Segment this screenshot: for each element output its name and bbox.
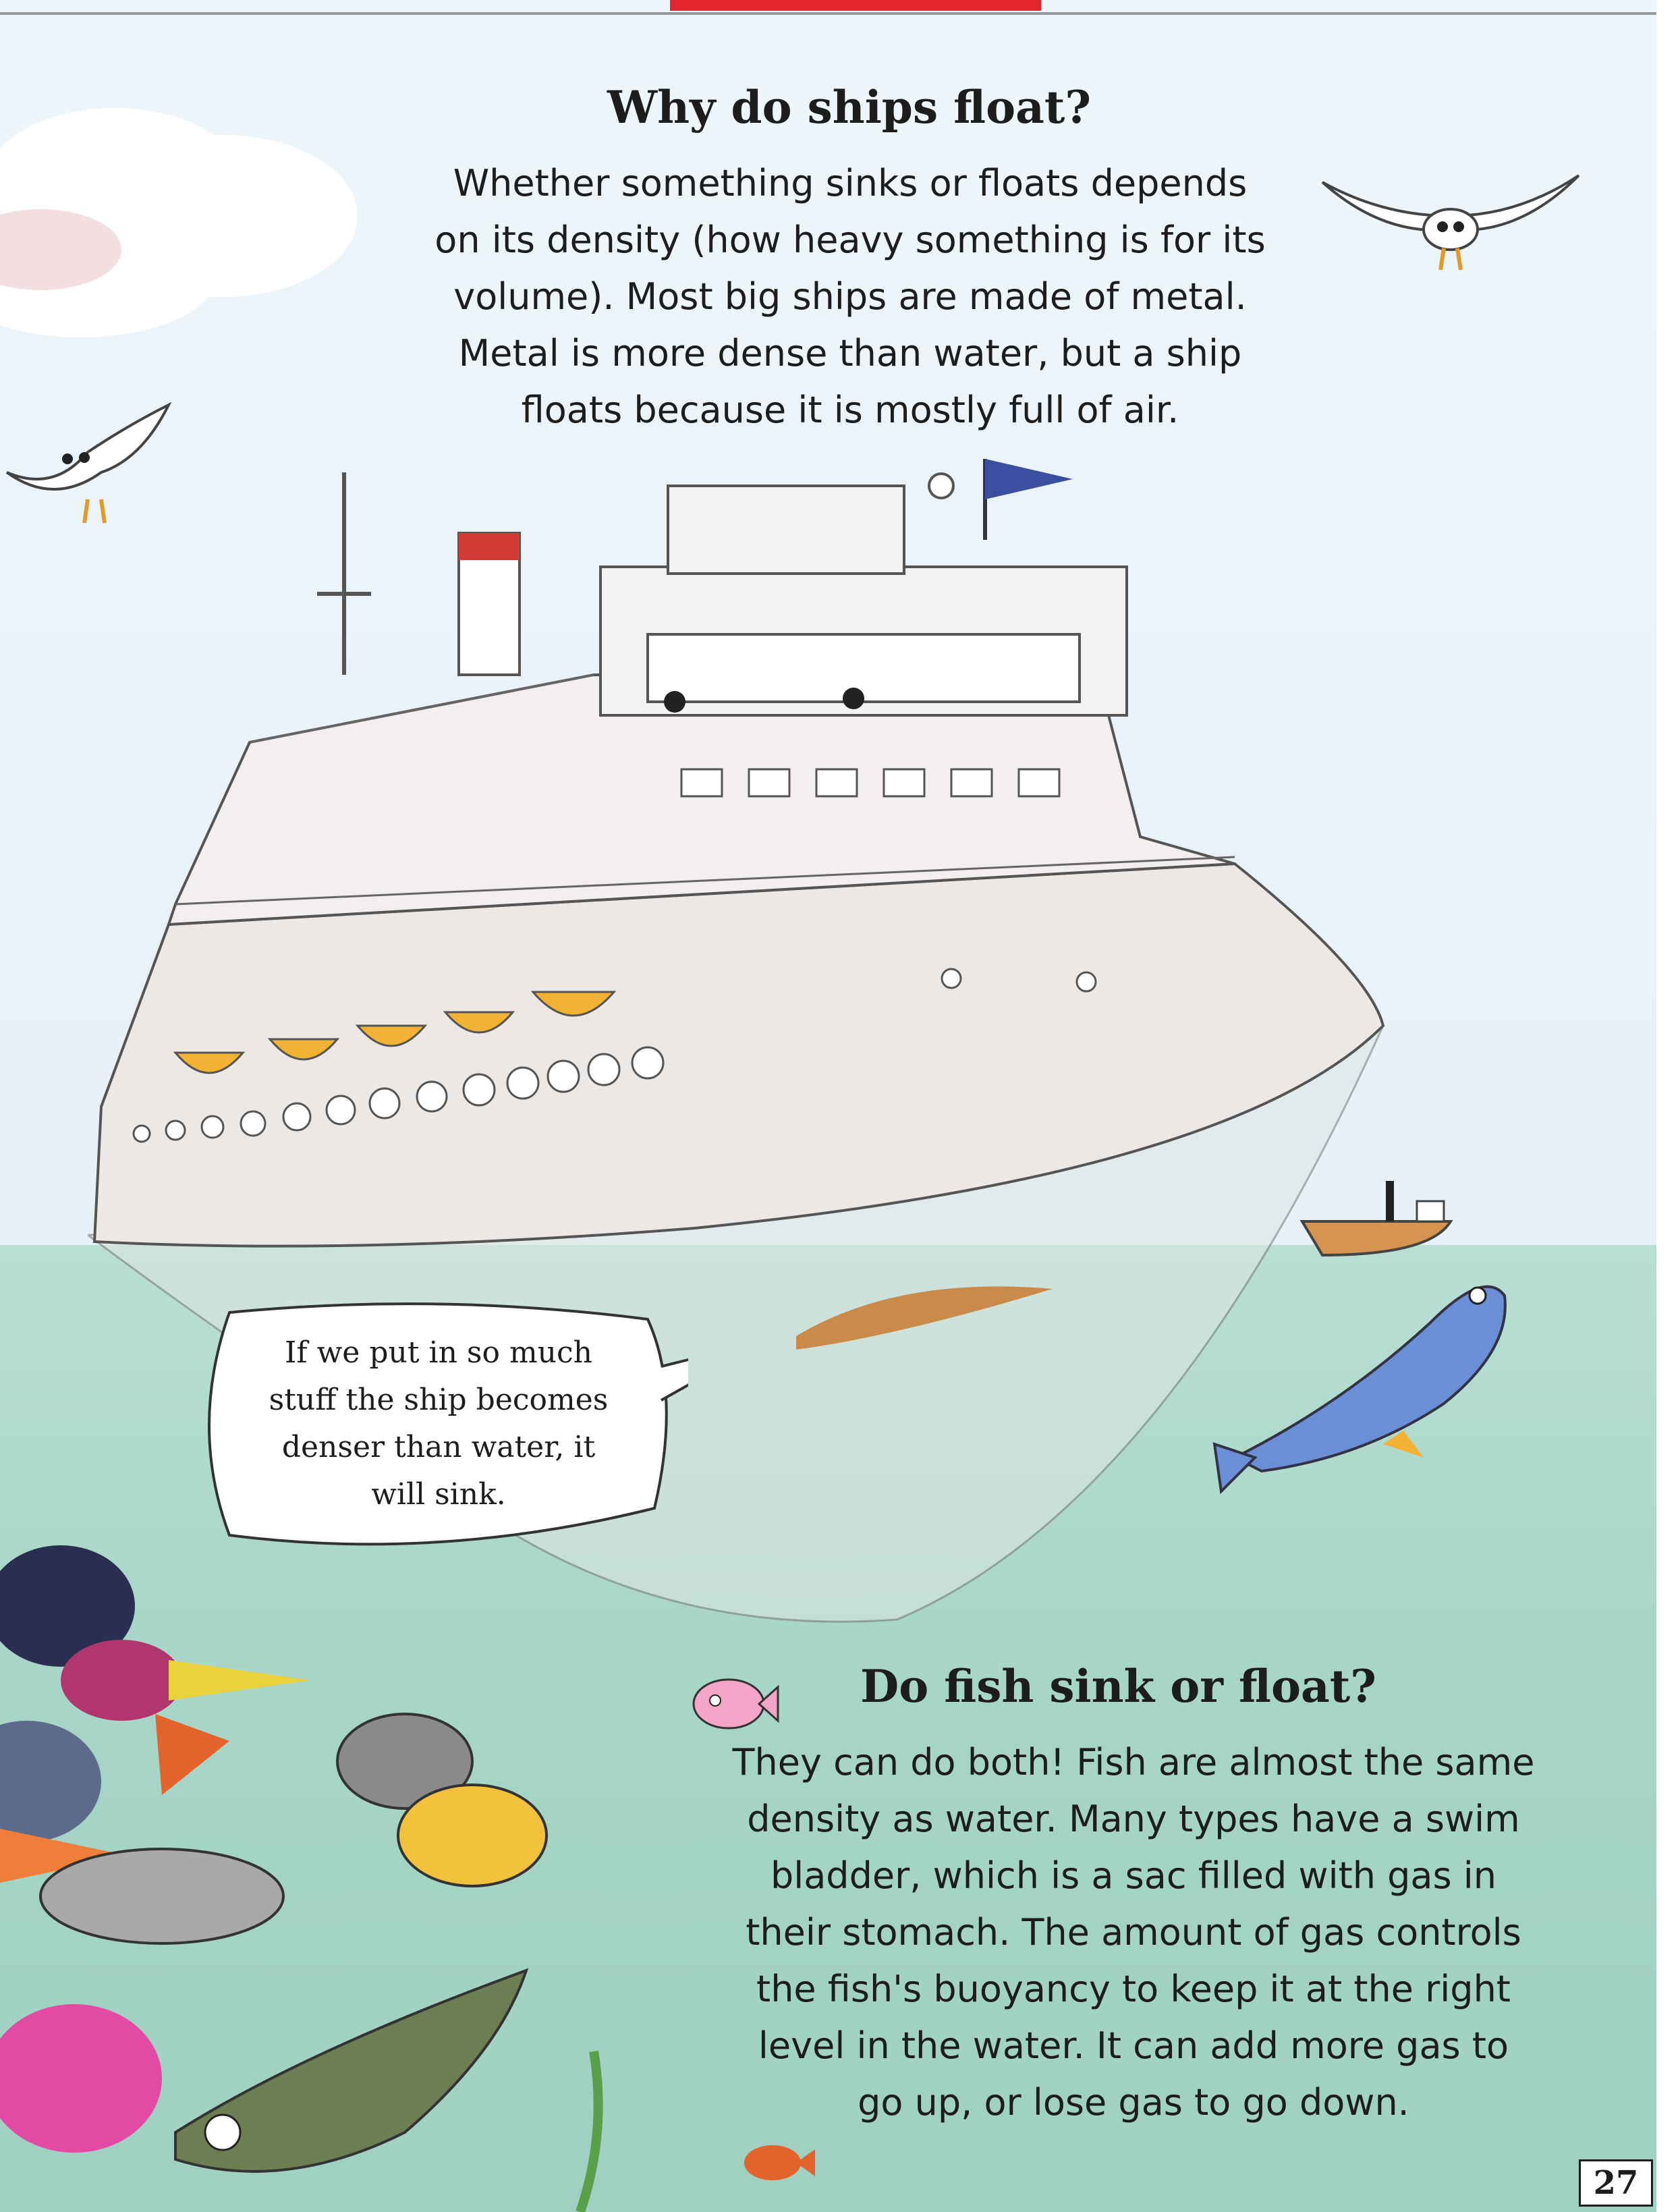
- blue-fish-illustration: [1208, 1255, 1518, 1498]
- top-rule: [0, 12, 1656, 15]
- ships-paragraph: Whether something sinks or floats depends on its density (how heavy something is for its volume). Most big ships are made of metal. Metal is more dense than water, but a ship floats because it is mostly full of air.: [435, 162, 1266, 431]
- speech-bubble-text: If we put in so much stuff the ship becomes denser than water, it will sink.: [269, 1335, 609, 1512]
- fish-school-illustration: [0, 1539, 607, 2212]
- rowboat-illustration: [1295, 1167, 1457, 1262]
- seagull-illustration: [1316, 162, 1586, 283]
- page-number: 27: [1579, 2159, 1653, 2207]
- page-edge: [1656, 0, 1680, 2212]
- orange-fish-icon: [742, 2139, 816, 2186]
- fish-paragraph: They can do both! Fish are almost the same density as water. Many types have a swim bladder, which is a sac filled with gas in their stomach. The amount of gas controls the fish's buoyancy to keep it at the right level in the water. It can add more gas to go up, or lose gas to go down.: [732, 1741, 1535, 2124]
- pink-fish-icon: [692, 1674, 779, 1734]
- chapter-tab: [670, 0, 1041, 11]
- section-heading-fish: Do fish sink or float?: [860, 1660, 1376, 1713]
- cloud-illustration: [0, 74, 378, 358]
- section-heading-ships: Why do ships float?: [607, 81, 1092, 134]
